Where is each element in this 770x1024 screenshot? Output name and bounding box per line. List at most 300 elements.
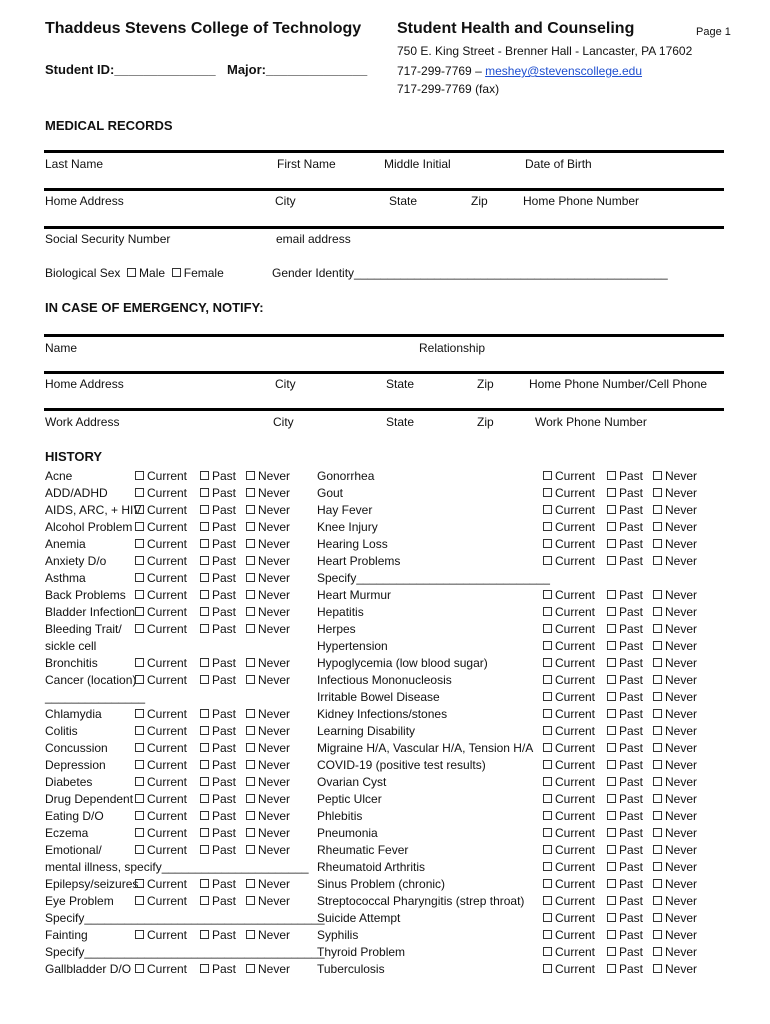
past-option[interactable] xyxy=(200,707,236,721)
current-option[interactable] xyxy=(543,469,595,483)
never-option[interactable] xyxy=(246,503,290,517)
never-checkbox[interactable] xyxy=(653,862,662,871)
never-option[interactable] xyxy=(653,554,697,568)
past-checkbox[interactable] xyxy=(607,930,616,939)
never-checkbox[interactable] xyxy=(653,811,662,820)
past-checkbox[interactable] xyxy=(200,488,209,497)
never-option[interactable] xyxy=(246,741,290,755)
never-checkbox[interactable] xyxy=(653,471,662,480)
past-checkbox[interactable] xyxy=(607,658,616,667)
current-option[interactable] xyxy=(135,809,187,823)
current-option[interactable] xyxy=(543,537,595,551)
current-checkbox[interactable] xyxy=(543,692,552,701)
never-option[interactable] xyxy=(246,775,290,789)
never-checkbox[interactable] xyxy=(653,845,662,854)
past-option[interactable] xyxy=(200,894,236,908)
current-checkbox[interactable] xyxy=(543,607,552,616)
gender-identity-field[interactable]: Gender Identity_______________________________________________ xyxy=(272,266,668,280)
current-option[interactable] xyxy=(135,520,187,534)
current-checkbox[interactable] xyxy=(543,488,552,497)
past-checkbox[interactable] xyxy=(607,913,616,922)
past-option[interactable] xyxy=(607,605,643,619)
past-option[interactable] xyxy=(607,792,643,806)
never-option[interactable] xyxy=(653,537,697,551)
never-checkbox[interactable] xyxy=(246,556,255,565)
current-checkbox[interactable] xyxy=(543,862,552,871)
never-checkbox[interactable] xyxy=(653,692,662,701)
past-option[interactable] xyxy=(607,724,643,738)
never-checkbox[interactable] xyxy=(246,726,255,735)
past-checkbox[interactable] xyxy=(200,794,209,803)
current-option[interactable] xyxy=(135,775,187,789)
past-checkbox[interactable] xyxy=(607,777,616,786)
student-id-field[interactable]: Student ID:______________ xyxy=(45,62,216,77)
current-option[interactable] xyxy=(543,622,595,636)
past-checkbox[interactable] xyxy=(607,505,616,514)
past-option[interactable] xyxy=(200,962,236,976)
current-checkbox[interactable] xyxy=(135,896,144,905)
past-option[interactable] xyxy=(607,741,643,755)
never-option[interactable] xyxy=(246,843,290,857)
never-option[interactable] xyxy=(246,588,290,602)
current-checkbox[interactable] xyxy=(135,777,144,786)
current-option[interactable] xyxy=(135,622,187,636)
past-option[interactable] xyxy=(607,690,643,704)
current-option[interactable] xyxy=(135,843,187,857)
never-option[interactable] xyxy=(246,792,290,806)
past-option[interactable] xyxy=(607,554,643,568)
past-checkbox[interactable] xyxy=(607,811,616,820)
past-checkbox[interactable] xyxy=(607,692,616,701)
past-option[interactable] xyxy=(607,758,643,772)
never-checkbox[interactable] xyxy=(246,896,255,905)
past-checkbox[interactable] xyxy=(200,930,209,939)
current-checkbox[interactable] xyxy=(543,505,552,514)
current-option[interactable] xyxy=(135,877,187,891)
past-checkbox[interactable] xyxy=(607,624,616,633)
current-checkbox[interactable] xyxy=(135,760,144,769)
current-option[interactable] xyxy=(135,605,187,619)
past-checkbox[interactable] xyxy=(607,471,616,480)
never-checkbox[interactable] xyxy=(246,471,255,480)
never-option[interactable] xyxy=(653,962,697,976)
never-checkbox[interactable] xyxy=(653,913,662,922)
current-checkbox[interactable] xyxy=(543,539,552,548)
never-checkbox[interactable] xyxy=(246,709,255,718)
never-option[interactable] xyxy=(653,945,697,959)
current-checkbox[interactable] xyxy=(543,471,552,480)
never-option[interactable] xyxy=(246,809,290,823)
never-option[interactable] xyxy=(246,486,290,500)
current-checkbox[interactable] xyxy=(543,658,552,667)
current-option[interactable] xyxy=(543,877,595,891)
past-option[interactable] xyxy=(200,741,236,755)
current-option[interactable] xyxy=(543,826,595,840)
never-checkbox[interactable] xyxy=(246,964,255,973)
past-option[interactable] xyxy=(607,656,643,670)
current-option[interactable] xyxy=(543,928,595,942)
current-checkbox[interactable] xyxy=(135,471,144,480)
never-option[interactable] xyxy=(246,724,290,738)
past-option[interactable] xyxy=(200,826,236,840)
current-option[interactable] xyxy=(543,741,595,755)
current-option[interactable] xyxy=(135,537,187,551)
male-checkbox[interactable] xyxy=(127,268,136,277)
never-checkbox[interactable] xyxy=(246,522,255,531)
past-option[interactable] xyxy=(607,860,643,874)
current-checkbox[interactable] xyxy=(543,930,552,939)
past-checkbox[interactable] xyxy=(200,828,209,837)
never-checkbox[interactable] xyxy=(653,556,662,565)
never-checkbox[interactable] xyxy=(653,794,662,803)
never-checkbox[interactable] xyxy=(653,743,662,752)
never-checkbox[interactable] xyxy=(246,539,255,548)
current-checkbox[interactable] xyxy=(543,811,552,820)
current-option[interactable] xyxy=(135,486,187,500)
current-checkbox[interactable] xyxy=(543,709,552,718)
never-checkbox[interactable] xyxy=(653,505,662,514)
past-option[interactable] xyxy=(200,877,236,891)
past-checkbox[interactable] xyxy=(200,709,209,718)
current-checkbox[interactable] xyxy=(543,556,552,565)
never-checkbox[interactable] xyxy=(246,828,255,837)
never-checkbox[interactable] xyxy=(653,658,662,667)
past-checkbox[interactable] xyxy=(607,556,616,565)
never-checkbox[interactable] xyxy=(653,828,662,837)
current-option[interactable] xyxy=(543,707,595,721)
past-checkbox[interactable] xyxy=(200,760,209,769)
never-option[interactable] xyxy=(653,894,697,908)
current-option[interactable] xyxy=(543,690,595,704)
current-option[interactable] xyxy=(135,707,187,721)
current-checkbox[interactable] xyxy=(543,964,552,973)
never-checkbox[interactable] xyxy=(246,794,255,803)
past-checkbox[interactable] xyxy=(607,947,616,956)
current-checkbox[interactable] xyxy=(135,556,144,565)
past-checkbox[interactable] xyxy=(607,539,616,548)
past-option[interactable] xyxy=(607,775,643,789)
current-option[interactable] xyxy=(543,962,595,976)
current-option[interactable] xyxy=(543,520,595,534)
past-checkbox[interactable] xyxy=(200,573,209,582)
never-checkbox[interactable] xyxy=(246,743,255,752)
current-checkbox[interactable] xyxy=(135,607,144,616)
current-checkbox[interactable] xyxy=(543,896,552,905)
never-option[interactable] xyxy=(653,724,697,738)
past-option[interactable] xyxy=(200,656,236,670)
never-option[interactable] xyxy=(653,792,697,806)
past-checkbox[interactable] xyxy=(607,760,616,769)
never-option[interactable] xyxy=(246,537,290,551)
current-option[interactable] xyxy=(135,503,187,517)
past-option[interactable] xyxy=(200,843,236,857)
never-option[interactable] xyxy=(653,860,697,874)
never-checkbox[interactable] xyxy=(246,675,255,684)
never-option[interactable] xyxy=(246,894,290,908)
never-option[interactable] xyxy=(246,928,290,942)
past-checkbox[interactable] xyxy=(200,607,209,616)
past-option[interactable] xyxy=(607,469,643,483)
current-checkbox[interactable] xyxy=(135,709,144,718)
current-option[interactable] xyxy=(135,554,187,568)
never-option[interactable] xyxy=(246,605,290,619)
current-option[interactable] xyxy=(135,571,187,585)
current-checkbox[interactable] xyxy=(543,913,552,922)
current-option[interactable] xyxy=(135,741,187,755)
never-option[interactable] xyxy=(653,809,697,823)
past-option[interactable] xyxy=(607,639,643,653)
never-checkbox[interactable] xyxy=(246,624,255,633)
past-checkbox[interactable] xyxy=(200,658,209,667)
never-option[interactable] xyxy=(653,520,697,534)
current-checkbox[interactable] xyxy=(135,522,144,531)
past-checkbox[interactable] xyxy=(200,624,209,633)
never-option[interactable] xyxy=(246,656,290,670)
past-option[interactable] xyxy=(200,554,236,568)
never-checkbox[interactable] xyxy=(653,590,662,599)
never-option[interactable] xyxy=(653,843,697,857)
current-checkbox[interactable] xyxy=(543,726,552,735)
past-checkbox[interactable] xyxy=(200,845,209,854)
past-checkbox[interactable] xyxy=(607,726,616,735)
past-checkbox[interactable] xyxy=(200,539,209,548)
past-checkbox[interactable] xyxy=(607,862,616,871)
current-checkbox[interactable] xyxy=(543,947,552,956)
never-option[interactable] xyxy=(246,622,290,636)
never-checkbox[interactable] xyxy=(653,641,662,650)
never-checkbox[interactable] xyxy=(653,539,662,548)
past-option[interactable] xyxy=(607,962,643,976)
never-option[interactable] xyxy=(653,605,697,619)
past-checkbox[interactable] xyxy=(200,505,209,514)
current-checkbox[interactable] xyxy=(543,777,552,786)
never-option[interactable] xyxy=(653,656,697,670)
past-checkbox[interactable] xyxy=(200,556,209,565)
current-option[interactable] xyxy=(543,724,595,738)
never-checkbox[interactable] xyxy=(653,777,662,786)
never-option[interactable] xyxy=(653,469,697,483)
current-checkbox[interactable] xyxy=(135,879,144,888)
current-checkbox[interactable] xyxy=(543,794,552,803)
past-checkbox[interactable] xyxy=(607,709,616,718)
office-email-link[interactable]: meshey@stevenscollege.edu xyxy=(485,64,643,78)
past-checkbox[interactable] xyxy=(607,879,616,888)
never-checkbox[interactable] xyxy=(653,896,662,905)
past-checkbox[interactable] xyxy=(200,811,209,820)
never-option[interactable] xyxy=(653,486,697,500)
never-option[interactable] xyxy=(246,758,290,772)
current-checkbox[interactable] xyxy=(135,930,144,939)
current-checkbox[interactable] xyxy=(135,573,144,582)
past-checkbox[interactable] xyxy=(607,845,616,854)
past-checkbox[interactable] xyxy=(607,743,616,752)
current-option[interactable] xyxy=(543,809,595,823)
never-checkbox[interactable] xyxy=(653,760,662,769)
never-checkbox[interactable] xyxy=(653,607,662,616)
current-checkbox[interactable] xyxy=(135,845,144,854)
past-checkbox[interactable] xyxy=(200,726,209,735)
past-checkbox[interactable] xyxy=(607,964,616,973)
never-option[interactable] xyxy=(653,707,697,721)
current-option[interactable] xyxy=(543,894,595,908)
current-checkbox[interactable] xyxy=(543,590,552,599)
past-checkbox[interactable] xyxy=(200,743,209,752)
never-option[interactable] xyxy=(246,877,290,891)
current-option[interactable] xyxy=(543,554,595,568)
past-checkbox[interactable] xyxy=(607,641,616,650)
current-checkbox[interactable] xyxy=(543,675,552,684)
current-option[interactable] xyxy=(543,945,595,959)
never-checkbox[interactable] xyxy=(653,947,662,956)
current-option[interactable] xyxy=(543,758,595,772)
past-option[interactable] xyxy=(607,486,643,500)
never-option[interactable] xyxy=(653,877,697,891)
never-checkbox[interactable] xyxy=(246,658,255,667)
current-checkbox[interactable] xyxy=(543,828,552,837)
current-checkbox[interactable] xyxy=(543,641,552,650)
never-checkbox[interactable] xyxy=(246,488,255,497)
past-option[interactable] xyxy=(200,486,236,500)
past-option[interactable] xyxy=(607,622,643,636)
current-option[interactable] xyxy=(543,860,595,874)
current-option[interactable] xyxy=(543,656,595,670)
current-option[interactable] xyxy=(543,588,595,602)
current-checkbox[interactable] xyxy=(135,675,144,684)
past-checkbox[interactable] xyxy=(607,607,616,616)
past-option[interactable] xyxy=(200,724,236,738)
never-checkbox[interactable] xyxy=(653,726,662,735)
past-option[interactable] xyxy=(607,894,643,908)
past-option[interactable] xyxy=(200,673,236,687)
never-option[interactable] xyxy=(246,554,290,568)
never-option[interactable] xyxy=(246,826,290,840)
past-option[interactable] xyxy=(607,945,643,959)
never-checkbox[interactable] xyxy=(653,709,662,718)
never-checkbox[interactable] xyxy=(246,930,255,939)
never-option[interactable] xyxy=(653,826,697,840)
past-checkbox[interactable] xyxy=(607,828,616,837)
never-option[interactable] xyxy=(246,571,290,585)
current-checkbox[interactable] xyxy=(135,794,144,803)
current-checkbox[interactable] xyxy=(135,539,144,548)
never-checkbox[interactable] xyxy=(246,760,255,769)
current-checkbox[interactable] xyxy=(543,743,552,752)
past-checkbox[interactable] xyxy=(200,964,209,973)
past-option[interactable] xyxy=(200,758,236,772)
current-checkbox[interactable] xyxy=(135,726,144,735)
current-option[interactable] xyxy=(135,826,187,840)
current-option[interactable] xyxy=(135,469,187,483)
current-checkbox[interactable] xyxy=(543,760,552,769)
current-checkbox[interactable] xyxy=(543,624,552,633)
current-checkbox[interactable] xyxy=(543,879,552,888)
never-option[interactable] xyxy=(653,775,697,789)
never-option[interactable] xyxy=(246,673,290,687)
major-field[interactable]: Major:______________ xyxy=(227,62,368,77)
past-option[interactable] xyxy=(607,503,643,517)
never-checkbox[interactable] xyxy=(653,522,662,531)
past-option[interactable] xyxy=(607,707,643,721)
never-checkbox[interactable] xyxy=(653,488,662,497)
current-option[interactable] xyxy=(543,639,595,653)
current-option[interactable] xyxy=(543,775,595,789)
current-option[interactable] xyxy=(135,894,187,908)
never-checkbox[interactable] xyxy=(246,879,255,888)
past-checkbox[interactable] xyxy=(200,777,209,786)
current-option[interactable] xyxy=(135,656,187,670)
never-checkbox[interactable] xyxy=(246,777,255,786)
past-option[interactable] xyxy=(607,877,643,891)
past-option[interactable] xyxy=(200,571,236,585)
past-option[interactable] xyxy=(200,537,236,551)
past-option[interactable] xyxy=(607,843,643,857)
past-checkbox[interactable] xyxy=(607,522,616,531)
never-option[interactable] xyxy=(246,962,290,976)
female-checkbox[interactable] xyxy=(172,268,181,277)
current-option[interactable] xyxy=(135,724,187,738)
past-option[interactable] xyxy=(200,605,236,619)
current-option[interactable] xyxy=(543,503,595,517)
current-option[interactable] xyxy=(543,605,595,619)
current-checkbox[interactable] xyxy=(135,811,144,820)
past-option[interactable] xyxy=(607,588,643,602)
never-checkbox[interactable] xyxy=(246,811,255,820)
current-option[interactable] xyxy=(543,486,595,500)
past-option[interactable] xyxy=(200,928,236,942)
never-option[interactable] xyxy=(246,707,290,721)
never-checkbox[interactable] xyxy=(653,930,662,939)
current-option[interactable] xyxy=(135,673,187,687)
past-checkbox[interactable] xyxy=(607,675,616,684)
current-option[interactable] xyxy=(135,928,187,942)
past-option[interactable] xyxy=(200,622,236,636)
past-option[interactable] xyxy=(607,826,643,840)
past-option[interactable] xyxy=(607,520,643,534)
past-checkbox[interactable] xyxy=(200,522,209,531)
never-option[interactable] xyxy=(653,588,697,602)
never-option[interactable] xyxy=(653,758,697,772)
never-checkbox[interactable] xyxy=(653,675,662,684)
past-option[interactable] xyxy=(607,673,643,687)
current-checkbox[interactable] xyxy=(135,658,144,667)
current-checkbox[interactable] xyxy=(543,845,552,854)
past-option[interactable] xyxy=(200,503,236,517)
past-option[interactable] xyxy=(607,809,643,823)
never-option[interactable] xyxy=(653,503,697,517)
never-option[interactable] xyxy=(653,928,697,942)
current-checkbox[interactable] xyxy=(135,590,144,599)
never-checkbox[interactable] xyxy=(653,964,662,973)
current-checkbox[interactable] xyxy=(135,743,144,752)
never-checkbox[interactable] xyxy=(246,845,255,854)
current-checkbox[interactable] xyxy=(135,964,144,973)
never-checkbox[interactable] xyxy=(246,505,255,514)
never-option[interactable] xyxy=(653,622,697,636)
current-option[interactable] xyxy=(135,588,187,602)
past-option[interactable] xyxy=(200,775,236,789)
never-option[interactable] xyxy=(246,520,290,534)
never-option[interactable] xyxy=(653,639,697,653)
past-checkbox[interactable] xyxy=(607,896,616,905)
never-option[interactable] xyxy=(653,911,697,925)
current-checkbox[interactable] xyxy=(135,488,144,497)
past-option[interactable] xyxy=(200,792,236,806)
past-option[interactable] xyxy=(200,588,236,602)
past-checkbox[interactable] xyxy=(200,879,209,888)
past-option[interactable] xyxy=(607,537,643,551)
never-checkbox[interactable] xyxy=(246,590,255,599)
current-option[interactable] xyxy=(135,962,187,976)
